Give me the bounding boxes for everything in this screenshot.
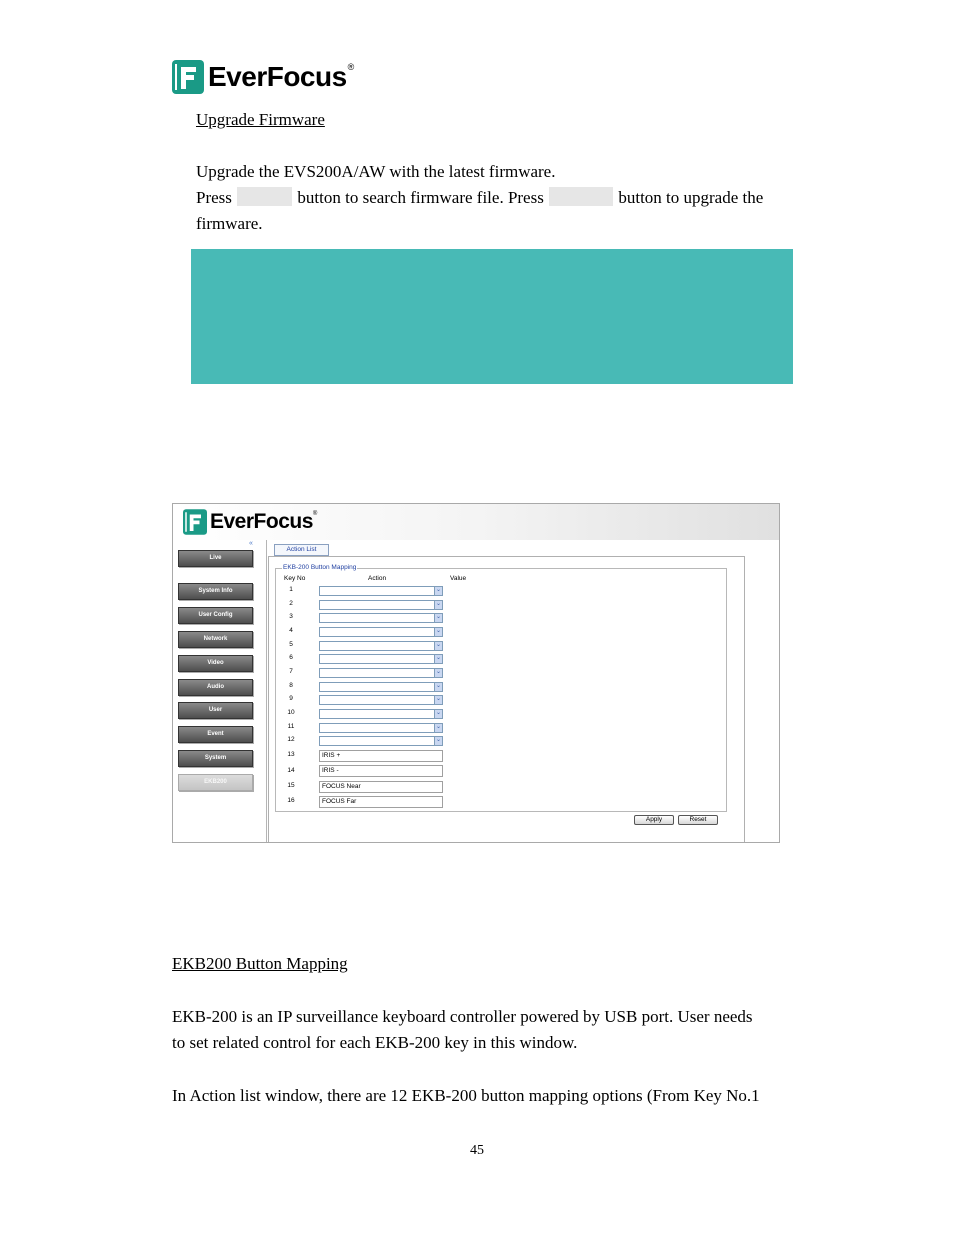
sidebar-item-audio[interactable]: Audio <box>178 679 253 696</box>
key-no-3: 3 <box>289 613 293 620</box>
key-no-12: 12 <box>287 736 295 743</box>
sidebar-item-user-config[interactable]: User Config <box>178 607 253 624</box>
key-no-4: 4 <box>289 627 293 634</box>
action-select-9[interactable] <box>319 695 443 705</box>
mapping-legend: EKB-200 Button Mapping <box>283 564 357 571</box>
chevron-down-icon: ⌄ <box>435 737 442 743</box>
key-no-1: 1 <box>289 586 293 593</box>
action-field-15[interactable]: FOCUS Near <box>319 781 443 793</box>
section-heading-upgrade-firmware: Upgrade Firmware <box>196 110 325 129</box>
action-select-11[interactable] <box>319 723 443 733</box>
key-no-14: 14 <box>287 767 295 774</box>
press-text-1: Press <box>196 188 232 207</box>
chevron-down-icon: ⌄ <box>435 628 442 634</box>
ekb200-paragraph-2: In Action list window, there are 12 EKB-200 button mapping options (From Key No.1 <box>172 1086 760 1105</box>
shot-brand-name: EverFocus <box>210 510 313 533</box>
page-number: 45 <box>470 1143 484 1158</box>
key-no-10: 10 <box>287 709 295 716</box>
key-no-5: 5 <box>289 641 293 648</box>
reset-button[interactable]: Reset <box>678 815 718 825</box>
collapse-icon[interactable]: « <box>249 540 253 547</box>
key-no-16: 16 <box>287 797 295 804</box>
sidebar-item-user[interactable]: User <box>178 702 253 719</box>
shot-registered-mark: ® <box>312 511 318 517</box>
chevron-down-icon: ⌄ <box>435 642 442 648</box>
upgrade-intro: Upgrade the EVS200A/AW with the latest firmware. <box>196 162 556 181</box>
key-no-8: 8 <box>289 682 293 689</box>
action-select-4[interactable] <box>319 627 443 637</box>
action-field-14[interactable]: IRIS - <box>319 765 443 777</box>
instruction-mid: button to search firmware file. Press <box>297 188 544 207</box>
sidebar-item-ekb200[interactable]: EKB200 <box>178 774 253 791</box>
sidebar-item-system-info[interactable]: System Info <box>178 583 253 600</box>
brand-name: EverFocus <box>208 61 347 92</box>
action-select-5[interactable] <box>319 641 443 651</box>
instruction-end: button to upgrade the <box>618 188 764 207</box>
sidebar-item-video[interactable]: Video <box>178 655 253 672</box>
everfocus-logo-icon <box>172 60 204 94</box>
action-select-2[interactable] <box>319 600 443 610</box>
key-no-13: 13 <box>287 751 295 758</box>
chevron-down-icon: ⌄ <box>435 587 442 593</box>
key-no-7: 7 <box>289 668 293 675</box>
chevron-down-icon: ⌄ <box>435 614 442 620</box>
shot-logo-icon <box>183 509 207 535</box>
registered-mark: ® <box>347 62 355 72</box>
column-header-key-no: Key No <box>284 575 306 582</box>
action-select-3[interactable] <box>319 613 443 623</box>
action-select-7[interactable] <box>319 668 443 678</box>
sidebar-item-event[interactable]: Event <box>178 726 253 743</box>
key-no-15: 15 <box>287 782 295 789</box>
upgrade-button-image <box>549 187 613 206</box>
ekb200-screenshot <box>172 503 780 843</box>
column-header-action: Action <box>368 575 387 582</box>
action-select-12[interactable] <box>319 736 443 746</box>
upgrade-instructions-line <box>196 185 763 211</box>
apply-button[interactable]: Apply <box>634 815 674 825</box>
key-no-9: 9 <box>289 695 293 702</box>
sidebar-item-live[interactable]: Live <box>178 550 253 567</box>
browse-button-image <box>237 187 292 206</box>
key-no-11: 11 <box>287 723 295 730</box>
column-header-value: Value <box>450 575 467 582</box>
section-heading-ekb200: EKB200 Button Mapping <box>172 954 348 973</box>
chevron-down-icon: ⌄ <box>435 710 442 716</box>
action-select-6[interactable] <box>319 654 443 664</box>
chevron-down-icon: ⌄ <box>435 669 442 675</box>
ekb200-paragraph-line-1: EKB-200 is an IP surveillance keyboard controller powered by USB port. User needs <box>172 1007 753 1026</box>
sidebar <box>173 540 267 842</box>
tab-action-list[interactable]: Action List <box>274 544 329 556</box>
chevron-down-icon: ⌄ <box>435 601 442 607</box>
action-select-10[interactable] <box>319 709 443 719</box>
chevron-down-icon: ⌄ <box>435 696 442 702</box>
action-select-8[interactable] <box>319 682 443 692</box>
ekb200-paragraph-line-2: to set related control for each EKB-200 key in this window. <box>172 1033 578 1052</box>
chevron-down-icon: ⌄ <box>435 724 442 730</box>
chevron-down-icon: ⌄ <box>435 655 442 661</box>
action-field-16[interactable]: FOCUS Far <box>319 796 443 808</box>
everfocus-logo <box>172 60 354 94</box>
sidebar-item-network[interactable]: Network <box>178 631 253 648</box>
chevron-down-icon: ⌄ <box>435 683 442 689</box>
action-select-1[interactable] <box>319 586 443 596</box>
sidebar-item-system[interactable]: System <box>178 750 253 767</box>
action-field-13[interactable]: IRIS + <box>319 750 443 762</box>
key-no-6: 6 <box>289 654 293 661</box>
shot-header <box>173 504 779 540</box>
key-no-2: 2 <box>289 600 293 607</box>
instruction-end-2: firmware. <box>196 214 263 233</box>
teal-note-box <box>191 249 793 384</box>
